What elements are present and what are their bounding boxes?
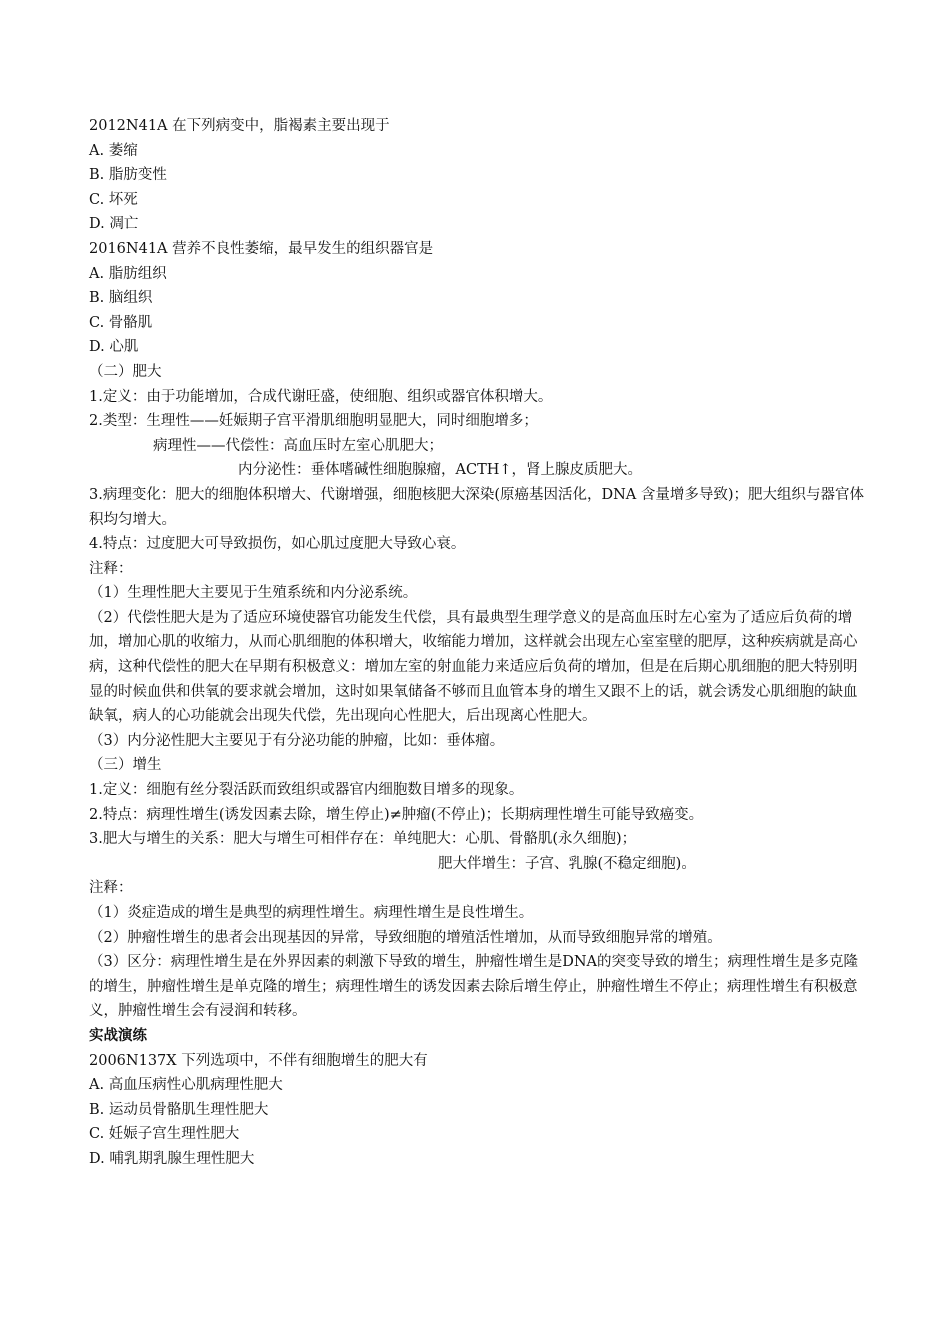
note-item: （3）区分：病理性增生是在外界因素的刺激下导致的增生，肿瘤性增生是DNA的突变导致的增生；病理性增生是多克隆的增生，肿瘤性增生是单克隆的增生；病理性增生的诱发因素去除后增生停止，肿瘤性增生不停止；病理性增生有积极意义，肿瘤性增生会有浸润和转移。 [89, 954, 859, 1020]
section-heading-hyperplasia: （三）增生 [89, 757, 162, 774]
type-line: 病理性——代偿性：高血压时左室心肌肥大； [153, 437, 443, 454]
option-c: C. 妊娠子宫生理性肥大 [89, 1126, 240, 1143]
pathology-change-paragraph: 3.病理变化：肥大的细胞体积增大、代谢增强，细胞核肥大深染(原癌基因活化，DNA 含量增多导致)；肥大组织与器官体积均匀增大。 [89, 486, 865, 528]
option-a: A. 脂肪组织 [89, 265, 167, 282]
question-stem: 2012N41A 在下列病变中，脂褐素主要出现于 [89, 118, 390, 134]
question-stem: 2006N137X 下列选项中，不伴有细胞增生的肥大有 [89, 1052, 428, 1069]
feature-line: 4.特点：过度肥大可导致损伤，如心肌过度肥大导致心衰。 [89, 536, 466, 553]
practice-heading: 实战演练 [89, 1026, 147, 1044]
note-label: 注释： [89, 880, 133, 897]
option-a: A. 高血压病性心肌病理性肥大 [89, 1077, 283, 1094]
relation-line: 3.肥大与增生的关系：肥大与增生可相伴存在：单纯肥大：心肌、骨骼肌(永久细胞)； [89, 831, 637, 848]
note-item: （3）内分泌性肥大主要见于有分泌功能的肿瘤，比如：垂体瘤。 [89, 732, 505, 749]
option-d: D. 哺乳期乳腺生理性肥大 [89, 1150, 255, 1167]
option-c: C. 坏死 [89, 191, 138, 208]
relation-line: 肥大伴增生：子宫、乳腺(不稳定细胞)。 [438, 855, 696, 872]
option-b: B. 运动员骨骼肌生理性肥大 [89, 1101, 269, 1118]
document-page [89, 114, 866, 1172]
note-item: （2）代偿性肥大是为了适应环境使器官功能发生代偿，具有最典型生理学意义的是高血压时左心室为了适应后负荷的增加，增加心肌的收缩力，从而心肌细胞的体积增大，收缩能力增加，这样就会出现左心室室壁的肥厚，这种疾病就是高心病，这种代偿性的肥大在早期有积极意义：增加左室的射血能力来适应后负荷的增加，但是在后期心肌细胞的肥大特别明显的时候血供和供氧的要求就会增加，这时如果氧储备不够而且血管本身的增生又跟不上的话，就会诱发心肌细胞的缺血缺氧，病人的心功能就会出现失代偿，先出现向心性肥大，后出现离心性肥大。 [89, 609, 858, 725]
option-b: B. 脑组织 [89, 290, 153, 307]
option-c: C. 骨骼肌 [89, 314, 153, 331]
question-stem: 2016N41A 营养不良性萎缩，最早发生的组织器官是 [89, 240, 434, 257]
type-line: 内分泌性：垂体嗜碱性细胞腺瘤，ACTH↑，肾上腺皮质肥大。 [238, 462, 643, 479]
note-item: （1）炎症造成的增生是典型的病理性增生。病理性增生是良性增生。 [89, 905, 534, 921]
definition-line: 1.定义：由于功能增加，合成代谢旺盛，使细胞、组织或器官体积增大。 [89, 388, 553, 405]
option-a: A. 萎缩 [89, 142, 138, 159]
option-d: D. 心肌 [89, 339, 139, 356]
option-d: D. 凋亡 [89, 216, 139, 233]
feature-line: 2.特点：病理性增生(诱发因素去除，增生停止)≠肿瘤(不停止)；长期病理性增生可能导致癌变。 [89, 806, 704, 823]
type-line: 2.类型：生理性——妊娠期子宫平滑肌细胞明显肥大，同时细胞增多； [89, 413, 538, 430]
definition-line: 1.定义：细胞有丝分裂活跃而致组织或器官内细胞数目增多的现象。 [89, 782, 524, 799]
note-label: 注释： [89, 560, 133, 577]
option-b: B. 脂肪变性 [89, 167, 167, 184]
section-heading-hypertrophy: （二）肥大 [89, 363, 162, 380]
note-item: （1）生理性肥大主要见于生殖系统和内分泌系统。 [89, 585, 418, 602]
note-item: （2）肿瘤性增生的患者会出现基因的异常，导致细胞的增殖活性增加，从而导致细胞异常的增殖。 [89, 929, 722, 946]
